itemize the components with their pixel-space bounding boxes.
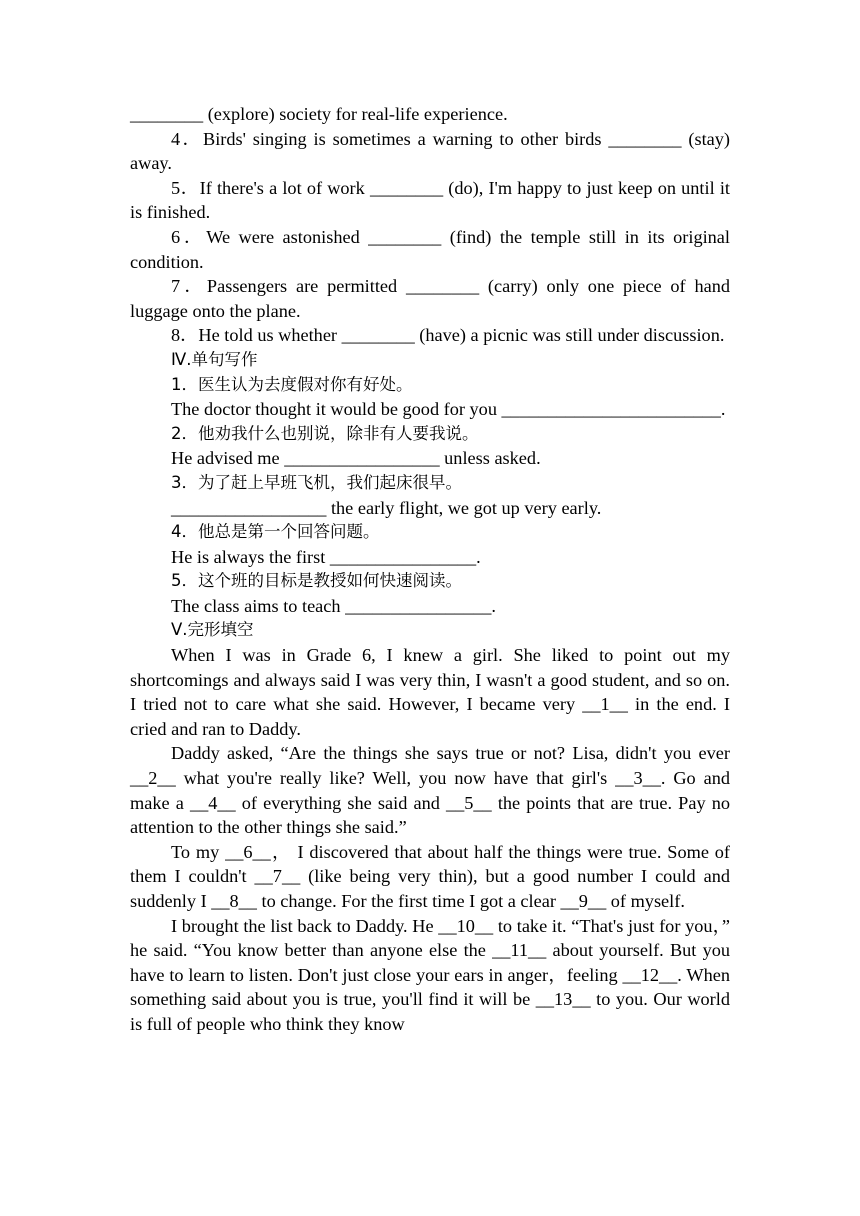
exercise-item-5: 5．If there's a lot of work ________ (do), I'm happy to just keep on until it is finished. — [130, 177, 730, 223]
writing-item-3-chinese: 3．为了赶上早班飞机，我们起床很早。 — [171, 472, 462, 492]
writing-item-4-english: He is always the first ________________. — [171, 546, 481, 567]
section-heading-writing: Ⅳ.单句写作 — [171, 349, 258, 369]
cloze-paragraph-1: When I was in Grade 6, I knew a girl. She liked to point out my shortcomings and always said I was very thin, I wasn't a good student, and so on. I tried not to care what she said. However, I became very __1__ in the end. I cried and ran to Daddy. — [130, 645, 730, 739]
cloze-paragraph-2: Daddy asked, “Are the things she says true or not? Lisa, didn't you ever __2__ what you're really like? Well, you now have that girl's __3__. Go and make a __4__ of everything she said and __5__ the points that are true. Pay no attention to the other things she said.” — [130, 743, 730, 838]
writing-item-2-chinese: 2．他劝我什么也别说，除非有人要我说。 — [171, 423, 479, 443]
cloze-paragraph-3: To my __6__， I discovered that about half the things were true. Some of them I couldn't __7__ (like being very thin), but a good number I could and suddenly I __8__ to change. For the first time I got a clear __9__ of myself. — [130, 841, 730, 911]
writing-item-1-chinese: 1．医生认为去度假对你有好处。 — [171, 374, 413, 394]
writing-item-5-english: The class aims to teach ________________. — [171, 595, 496, 616]
document-page — [130, 102, 730, 1037]
exercise-item-6: 6．We were astonished ________ (find) the temple still in its original condition. — [130, 226, 730, 272]
writing-item-5-chinese: 5．这个班的目标是教授如何快速阅读。 — [171, 571, 462, 591]
exercise-item-7: 7．Passengers are permitted ________ (carry) only one piece of hand luggage onto the plane. — [130, 276, 730, 321]
exercise-item-4: 4．Birds' singing is sometimes a warning to other birds ________ (stay) away. — [130, 128, 730, 174]
exercise-line: ________ (explore) society for real-life experience. — [130, 104, 508, 124]
writing-item-1-english: The doctor thought it would be good for you ________________________. — [171, 399, 726, 420]
writing-item-2-english: He advised me _________________ unless asked. — [171, 448, 541, 469]
cloze-paragraph-4: I brought the list back to Daddy. He __10__ to take it. “That's just for you，” he said. “You know better than anyone else the __11__ about yourself. But you have to learn to listen. Don't just close your ears in anger，feeling __12__. When something said about you is true, you'll find it will be __13__ to you. Our world is full of people who think they know — [130, 915, 730, 1034]
writing-item-4-chinese: 4．他总是第一个回答问题。 — [171, 522, 380, 542]
writing-item-3-english: _________________ the early flight, we got up very early. — [171, 497, 602, 518]
section-heading-cloze: Ⅴ.完形填空 — [171, 620, 254, 640]
exercise-item-8: 8．He told us whether ________ (have) a picnic was still under discussion. — [171, 325, 725, 346]
